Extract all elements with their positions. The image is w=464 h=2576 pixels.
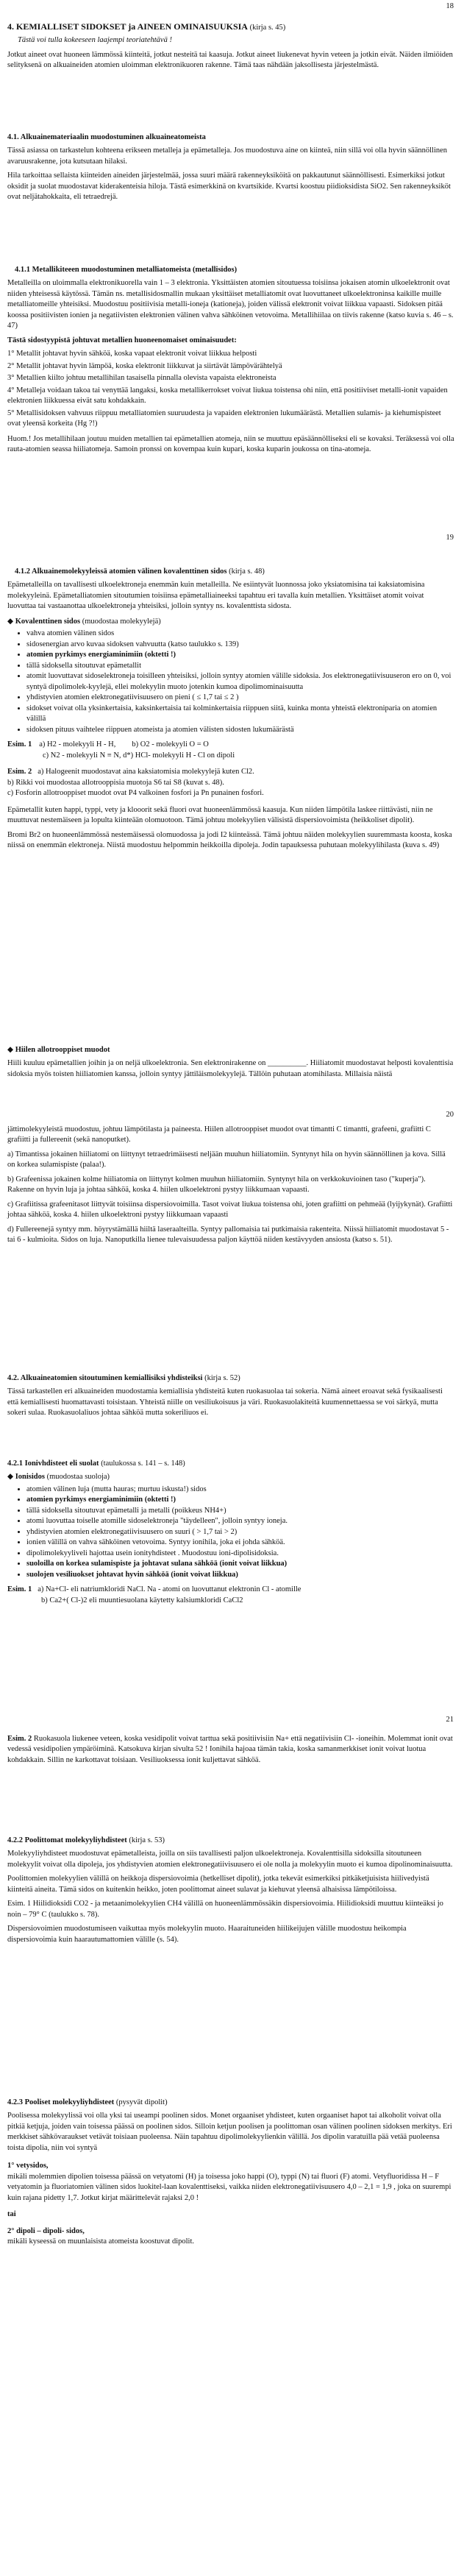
paragraph: Epämetalleilla on tavallisesti ulkoelektroneja enemmän kuin metalleilla. Ne esiintyvät luonnossa joko yksiatomisina tai kaksiatomisina molekyyleinä. Epämetalliatomien sitoutumien toisiinsa epämetalliaineeksi tapahtuu eri tavalla kuin metallien. Yksittäiset atomit voivat luovuttaa tai vastaanottaa ulkoelektroneja yhteisiksi, jolloin syntyy ns. kovalenttista sidosta. bbox=[7, 581, 425, 611]
chapter-title: 4. KEMIALLISET SIDOKSET ja AINEEN OMINAISUUKSIA bbox=[7, 21, 248, 32]
example-line: , d*) HCl- molekyyli H - Cl on dipoli bbox=[118, 751, 235, 760]
section-4-1 bbox=[7, 132, 454, 207]
list-item: • suolojen vesiliuokset johtavat hyvin sähköä (ionit voivat liikkua) bbox=[26, 1570, 454, 1580]
example-text: Ruokasuola liukenee veteen, koska vesidipolit voivat tarttua sekä positiivisiin Na+ että negatiivisiin Cl- -ioneihin. Molemmat ionit ovat vedessä vesidipolien ympäröiminä. Katsokuva kirjan sivulta 52 ! Ionihila hajoaa tämän takia, koska samanmerkkiset ionit voivat luotua kohdakkain. Sillin ne karkottavat toisiaan. Vesiliuoksessa ionit kuljettavat sähköä. bbox=[7, 1735, 453, 1764]
paragraph: mikäli molemmien dipolien toisessa päässä on vetyatomi (H) ja toisessa joko happi (O), typpi (N) tai fluori (F) atomi. Vetyfluoridissa H – F vetyatomin ja fluoriatomien välinen sidos luokitel-laan kovalenttiseksi, vaikka niiden elektronegatiivisuusero 4,0 – 2,1 = 1,9 , joka on suurempi kuin rajana pidetty 1,7. Jotkut kirjat määrittelevät rajaksi 2,0 ! bbox=[7, 2172, 451, 2202]
chapter-subtitle: Tästä voi tulla kokeeseen laajempi teoriatehtävä ! bbox=[18, 36, 172, 45]
paragraph: Tässä tarkastellen eri alkuaineiden muodostamia kemiallisia yhdisteitä kuten ruokasuolaa tai sokeria. Nämä aineet eroavat sekä fysikaalisesti että kemiallisesti huomattavasti toisistaan. Yhteistä niille on vesiliukoisuus ja väri. Ruokasuolakiteitä kuumennettaessa se voi särkyä, mutta sokeri sulaa. Ruokasuolaliuos johtaa sähköä mutta sokeriliuos ei. bbox=[7, 1387, 443, 1418]
list-item: • vahva atomien välinen sidos bbox=[26, 629, 454, 639]
list-item: • atomit luovuttavat sidoselektroneja toisilleen yhteisiksi, jolloin syntyy atomien välille sidoksia. Jos elektronegatiivisuuseron ero on 0, voi syntyä dipolimolek-kyylejä, ellei molekyylin muoto jotenkin kumoa dipolimominaisuutta bbox=[26, 671, 454, 693]
section-4-2-3 bbox=[7, 2098, 454, 2251]
list-item: • atomien välinen luja (mutta hauras; murtuu iskusta!) sidos bbox=[26, 1485, 454, 1495]
section-4-2 bbox=[7, 1373, 454, 1423]
list-item: • yhdistyvien atomien elektronegatiivisuusero on pieni ( ≤ 1,7 tai ≤ 2 ) bbox=[26, 693, 454, 703]
section-title: 4.1. Alkuainemateriaalin muodostuminen alkuaineatomeista bbox=[7, 133, 206, 141]
note-paragraph: Huom.! Jos metallihilaan joutuu muiden metallien tai epämetallien atomeja, niin se muuttuu epäsäännölliseksi eli se kovaksi. Teräksessä voi olla rauta-atomien seassa hiiliatomeja. Samoin pronssi on kovempaa kuin kupari, koska kuparin joukossa on tina-atomeja. bbox=[7, 434, 454, 454]
chapter-block bbox=[7, 21, 454, 75]
example-label: Esim. 1 bbox=[7, 1585, 32, 1594]
section-title: 4.2.2 Poolittomat molekyyliyhdisteet bbox=[7, 1836, 127, 1844]
page-number: 21 bbox=[446, 1716, 454, 1724]
properties-list bbox=[7, 349, 454, 429]
covalent-list bbox=[7, 629, 454, 735]
chapter-ref: (kirja s. 45) bbox=[249, 24, 286, 32]
section-4-1-1 bbox=[7, 265, 454, 459]
section-ref: (pysyvät dipolit) bbox=[115, 2098, 168, 2106]
section-ref: (kirja s. 48) bbox=[229, 567, 265, 576]
ionic-subtitle: (muodostaa suoloja) bbox=[46, 1473, 110, 1482]
list-item: • yhdistyvien atomien elektronegatiivisuusero on suuri ( > 1,7 tai > 2) bbox=[26, 1527, 454, 1538]
list-item: • tällä sidoksella sitoutuvat epämetalli ja metalli (poikkeus NH4+) bbox=[26, 1506, 454, 1516]
paragraph: Metalleilla on uloimmalla elektronikuorella vain 1 – 3 elektronia. Yksittäisten atomien sitoutuessa toisiinsa jokaisen atomin ulkoelektronit ovat niiden yhteisessä käytössä. Tämän ns. metallisidosmallin mukaan yksittäiset metalliatomit ovat luovuttaneet ulkoelektroninsa kaikille muille metalliatomeille yhteisiksi. Muodostuu positiivisia metalli-ioneja (kationeja), joiden välissä elektronit voivat liikkua vapaasti. Sidoksen pitää koossa positiivisten ionien ja negatiivisten elektronien välinen vahva sähköinen vetovoima. Metallihiilaa on tiivis rakenne (katso kuvia s. 46 – s. 47) bbox=[7, 279, 454, 330]
paragraph: Bromi Br2 on huoneenlämmössä nestemäisessä olomuodossa ja jodi I2 kiinteässä. Tämä johtuu näiden molekyylien suuremmasta koosta, koska niissä on enemmän elektroneja. Niistä muodostuu helpommin heikkoilla dipoleja. Jodin tapauksessa puhutaan molekyylihilasta (kuva s. 49) bbox=[7, 830, 452, 850]
example-line: b) O2 - molekyyli O = O bbox=[132, 740, 209, 749]
paragraph: c) Grafiitissa grafeenitasot liittyvät toisiinsa dispersiovoimilla. Tasot voivat liukua toistensa ohi, joten grafiitti on pehmeää (lyijykynät). Grafiitti johtaa sähköä, koska 4. hiilen ulkoelektroni pystyy liikkumaan vapaasti bbox=[7, 1200, 453, 1220]
section-4-1-2 bbox=[7, 567, 454, 855]
section-4-2-1 bbox=[7, 1459, 454, 1606]
paragraph: jättimolekyyleistä muodostuu, johtuu lämpötilasta ja paineesta. Hiilen allotrooppiset muodot ovat timantti C timantti, grafeeni, grafiitti C grafiitti ja fullereenit (sekä nanoputket). bbox=[7, 1125, 431, 1144]
section-title: 4.2.1 Ionivhdisteet eli suolat bbox=[7, 1459, 99, 1468]
example-line: a) Halogeenit muodostavat aina kaksiatomisia molekyylejä kuten Cl2. bbox=[38, 768, 254, 776]
diamond-bullet-icon: ◆ bbox=[7, 1046, 14, 1054]
carbon-allotropes-cont bbox=[7, 1125, 454, 1250]
paragraph: Tässä asiassa on tarkastelun kohteena erikseen metalleja ja epämetalleja. Jos muodostuva aine on kiinteä, niin sillä voi olla hyvin säännöllinen avaruusrakenne, jota kutsutaan hilaksi. bbox=[7, 146, 448, 166]
list-item: • atomien pyrkimys energiaminimiin (oktetti !) bbox=[26, 650, 454, 660]
diamond-bullet-icon: ◆ bbox=[7, 1473, 15, 1482]
example-line: a) Na+Cl- eli natriumkloridi NaCl. Na - atomi on luovuttanut elektronin Cl - atomille bbox=[38, 1585, 301, 1594]
list-item: • atomien pyrkimys energiaminimiin (oktetti !) bbox=[26, 1495, 454, 1505]
example-label: Esim. 1 bbox=[7, 740, 32, 749]
dipole-bond-title: 2° dipoli – dipoli- sidos, bbox=[7, 2226, 85, 2235]
list-item: • atomi luovuttaa toiselle atomille sidoselektroneja "täydelleen", jolloin syntyy ioneja. bbox=[26, 1516, 454, 1526]
carbon-allotropes bbox=[7, 1045, 454, 1083]
paragraph: Hila tarkoittaa sellaista kiinteiden aineiden järjestelmää, jossa suuri määrä rakenneyksiköitä on pakkautunut säännöllisesti. Esimerkiksi jotkut oksidit ja suolat muodostavat kiderakenteisia hiloja. Tästä esimerkkinä on kvartsikide. Kvartsi koostuu piidioksidista SiO2. Sen rakenneyksiköt ovat neljätahokkaita, eli tetraedrejä. bbox=[7, 171, 451, 202]
paragraph: Molekyyliyhdisteet muodostuvat epämetalleista, joilla on siis tavallisesti paljon ulkoelektroneja. Kovalenttisilla sidoksilla sitoutuneen molekyylit voivat olla dipoleja, jos yhdistyvien atomien elektronegatiivisuusero ei ole nolla ja molekyylin muoto ei kumoa dipolinominaisuutta. bbox=[7, 1850, 453, 1869]
page-number: 19 bbox=[446, 534, 454, 542]
paragraph: a) Timantissa jokainen hiiliatomi on liittynyt tetraedrimäisesti neljään muuhun hiiliatomiin. Syntynyt hila on hyvin säännöllinen ja kova. Sillä on korkea sulamispiste (palaa!). bbox=[7, 1150, 446, 1170]
paragraph: Esim. 1 Hiilidioksidi CO2 - ja metaanimolekyylien CH4 välillä on huoneenlämmössäkin dispersiovoimia. Hiilidioksidi muuttuu kiinteäksi jo noin – 79° C (taulukko s. 78). bbox=[7, 1900, 443, 1919]
example-line: c) N2 - molekyyli N ≡ N bbox=[43, 751, 119, 760]
section-title: 4.1.2 Alkuainemolekyyleissä atomien välinen kovalenttinen sidos bbox=[15, 567, 227, 576]
page-number: 20 bbox=[446, 1111, 454, 1119]
ionic-list bbox=[7, 1485, 454, 1580]
property-item: 4° Metalleja voidaan takoa tai venyttää langaksi, koska metallikerrokset voivat liukua toistensa ohi niin, että positiiviset metalli-ionit vapaiden elektronien liikkuessa eivät satu kohdakkain. bbox=[7, 386, 448, 406]
section-ref: (taulukossa s. 141 – s. 148) bbox=[101, 1459, 185, 1468]
covalent-title: Kovalenttinen sidos bbox=[15, 617, 81, 626]
example-line: c) Fosforin allotrooppiset muodot ovat P4 valkoinen fosfori ja Pn punainen fosfori. bbox=[7, 789, 264, 798]
property-item: 3° Metallien kiilto johtuu metallihilan tasaisella pinnalla olevista vapaista elektroneista bbox=[7, 374, 276, 383]
property-item: 1° Metallit johtavat hyvin sähköä, koska vapaat elektronit voivat liikkua helposti bbox=[7, 350, 257, 358]
example-label: Esim. 2 bbox=[7, 1735, 32, 1743]
example-label: Esim. 2 bbox=[7, 768, 32, 776]
paragraph: Epämetallit kuten happi, typpi, vety ja klooorit sekä fluori ovat huoneenlämmössä kaasuja. Kun niiden lämpötila laskee riittävästi, niin ne muuttuvat nestemäiseen ja lopulta kiinteään olomuotoon. Tämä johtuu molekyylien välisistä dispersiovoimista (heikkoliset dipolit). bbox=[7, 805, 433, 825]
paragraph: Hiili kuuluu epämetallien joihin ja on neljä ulkoelektronia. Sen elektronirakenne on __________. Hiiliatomit muodostavat helposti kovalenttisia sidoksia myös toisten hiiliatomien kanssa, jolloin syntyy jättiläismolekyylejä. Tällöin puhutaan atomihilasta. Millaisia näistä bbox=[7, 1059, 454, 1078]
paragraph: b) Grafeenissa jokainen kolme hiiliatomia on liittynyt kolmen muuhun hiiliatomiin. Syntynyt hila on verkkokuvioinen taso ("kuperja"). Rakenne on hyvin luja ja johtaa sähköä, koska 4. hiilen ulkoelektroni pystyy liikkumaan vapaasti. bbox=[7, 1175, 426, 1195]
list-item: • tällä sidoksella sitoutuvat epämetallit bbox=[26, 661, 454, 671]
chapter-intro: Jotkut aineet ovat huoneen lämmössä kiinteitä, jotkut nesteitä tai kaasuja. Jotkut aineet liukenevat hyvin veteen ja jotkin eivät. Näiden ilmiöiden selityksenä on alkuaineiden atomien uloimman elektronikuoren rakenne. Tämä taas nähdään jaksollisesta järjestelmästä. bbox=[7, 50, 453, 70]
section-title: 4.2.3 Pooliset molekyyliyhdisteet bbox=[7, 2098, 115, 2106]
paragraph: Dispersiovoimien muodostumiseen vaikuttaa myös molekyylin muoto. Haaraituneiden hiilikeijujen välille muodostuu heikompia dispersiovoimia kuin haarautumattomien välille (s. 54). bbox=[7, 1925, 407, 1944]
paragraph: Poolittomien molekyylien välillä on heikkoja dispersiovoimia (hetkelliset dipolit), jotka tekevät esimerkiksi pitkäketjuisista hiilivedyistä kiinteitä aineita. Tämä sidos on kuitenkin heikko, joten poolittomat aineet sulavat ja kiehuvat yleensä alhaisissa lämpötiloissa. bbox=[7, 1875, 429, 1894]
hydrogen-bond-title: 1° vetysidos, bbox=[7, 2162, 49, 2170]
property-item: 2° Metallit johtavat hyvin lämpöä, koska elektronit liikkuvat ja siirtävät lämpövärähtelyä bbox=[7, 361, 282, 370]
example-line: a) H2 - molekyyli H - H, bbox=[39, 740, 116, 749]
diamond-bullet-icon: ◆ bbox=[7, 617, 15, 626]
section-4-2-2 bbox=[7, 1836, 454, 1949]
section-ref: (kirja s. 52) bbox=[204, 1374, 240, 1382]
list-item: • dipolimolekyyliveli hajottaa usein ionityhdisteet . Muodostuu ioni-dipolisidoksia. bbox=[26, 1549, 454, 1559]
list-item: • sidosenergian arvo kuvaa sidoksen vahvuutta (katso taulukko s. 139) bbox=[26, 640, 454, 650]
section-title: Hiilen allotrooppiset muodot bbox=[15, 1046, 110, 1054]
properties-title: Tästä sidostyypistä johtuvat metallien huoneenomaiset ominaisuudet: bbox=[7, 336, 237, 344]
paragraph: Poolisessa molekyylissä voi olla yksi tai useampi poolinen sidos. Monet orgaaniset yhdisteet, kuten orgaaniset hapot tai alkoholit voivat olla pitkiä ketjuja, joiden vain toisessa päässä on poolinen sidos. Silloin ketjun poolisen ja poolittoman osan välinen poolinen sidoksen merkitys. Eri merkkiset sähkövaraukset vetävät toisiaan puoleensa. Näin tapahtuu dipolimolekyylienkin välillä. Jos dipolin varatuilla pää vetää puoleensa toista dipolia, niin voi syntyä bbox=[7, 2112, 452, 2152]
paragraph: d) Fullereenejä syntyy mm. höyrystämällä hiiltä laseraalteilla. Syntyy pallomaisia tai putkimaisia rakenteita. Niissä hiiliatomit muodostavat 5 - tai 6 - kulmioita. Sidos on luja. Nanoputkilla lienee tulevaisuudessa paljon käyttöä niiden kestävyyden ansiosta (katso s. 51). bbox=[7, 1225, 449, 1245]
section-title: 4.2. Alkuaineatomien sitoutuminen kemiallisiksi yhdisteiksi bbox=[7, 1374, 203, 1382]
list-item: • ionien välillä on vahva sähköinen vetovoima. Syntyy ionihila, joka ei johda sähköä. bbox=[26, 1538, 454, 1548]
section-4-2-1-example2 bbox=[7, 1734, 454, 1769]
covalent-subtitle: (muodostaa molekyylejä) bbox=[82, 617, 161, 626]
list-item: • sidokset voivat olla yksinkertaisia, kaksinkertaisia tai kolminkertaisia riippuen siitä, kuinka monta yhteistä elektroniparia on atomien välillä bbox=[26, 704, 454, 725]
list-item: • sidoksen pituus vaihtelee riippuen atomeista ja atomien välisten sidosten lukumäärästä bbox=[26, 725, 454, 735]
list-item: • suoloilla on korkea sulamispiste ja johtavat sulana sähköä (ionit voivat liikkua) bbox=[26, 1559, 454, 1569]
ionic-title: Ionisidos bbox=[15, 1473, 45, 1482]
page-number: 18 bbox=[446, 2, 454, 10]
section-title: 4.1.1 Metallikiteeen muodostuminen metalliatomeista (metallisidos) bbox=[15, 266, 238, 274]
or-text: tai bbox=[7, 2210, 16, 2219]
section-ref: (kirja s. 53) bbox=[129, 1836, 165, 1844]
example-line: b) Rikki voi muodostaa allotrooppisia muotoja S6 tai S8 (kuvat s. 48). bbox=[7, 778, 224, 787]
property-item: 5° Metallisidoksen vahvuus riippuu metalliatomien suuruudesta ja vapaiden elektronien lukumäärästä. Metallien sulamis- ja kiehumispisteet ovat yleensä korkeita (Hg ?!) bbox=[7, 408, 441, 428]
example-line: b) Ca2+( Cl-)2 eli muuntiesuolana käytetty kalsiumkloridi CaCl2 bbox=[41, 1596, 243, 1604]
paragraph: mikäli kyseessä on muunlaisista atomeista koostuvat dipolit. bbox=[7, 2237, 195, 2246]
